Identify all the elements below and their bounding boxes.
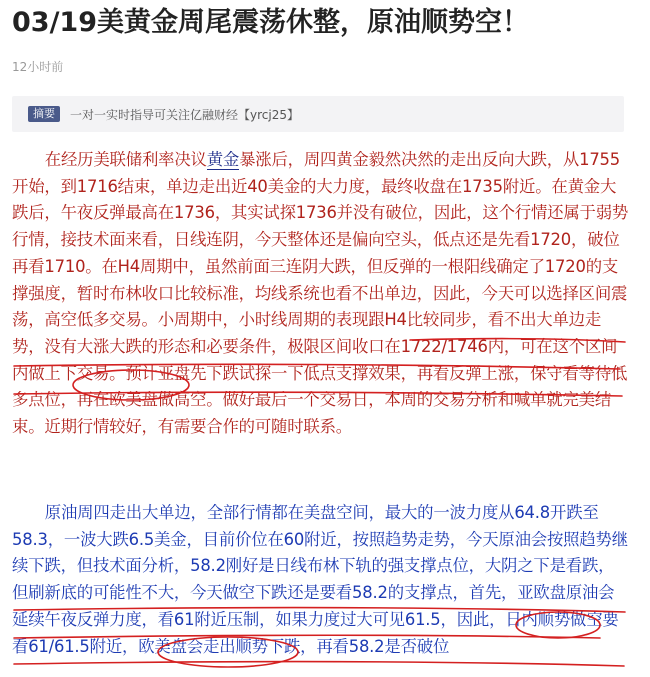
article-title: 03/19美黄金周尾震荡休整，原油顺势空！ — [12, 7, 530, 38]
publish-time: 12小时前 — [12, 60, 64, 74]
summary-badge: 摘要 — [28, 106, 60, 122]
paragraph-oil: 原油周四走出大单边，全部行情都在美盘空间，最大的一波力度从64.8开跌至58.3，一波大跌6.5美金，目前价位在60附近，按照趋势走势，今天原油会按照趋势继续下跌，但技术面分析，58.2刚好是日线布林下轨的强支撑点位，大阴之下是看跌，但刷新底的可能性不大，今天做空下跌还是要看58.2的支撑点，首先，亚欧盘原油会延续午夜反弹力度，看61附近压制，如果力度过大可见61.5，因此，日内顺势做空要看61/61.5附近，欧美盘会走出顺势下跌，再看58.2是否破位 — [12, 503, 628, 656]
paragraph-gold-text-rest: 暴涨后，周四黄金毅然决然的走出反向大跌，从1755开始，到1716结束，单边走出近40美金的大力度，最终收盘在1735附近。在黄金大跌后，午夜反弹最高在1736，其实试探1736并没有破位，因此，这个行情还属于弱势行情，接技术面来看，日线连阴，今天整体还是偏向空头，低点还是先看1720，破位再看1710。在H4周期中，虽然前面三连阴大跌，但反弹的一根阳线确定了1720的支撑强度，暂时布林收口比较标准，均线系统也看不出单边，因此，今天可以选择区间震荡，高空低多交易。小周期中，小时线周期的表现跟H4比较同步，看不出大单边走势，没有大涨大跌的形态和必要条件，极限区间收口在1722/1746内，可在这个区间内做上下交易。预计亚盘先下跌试探一下低点支撑效果，再看反弹上涨，保守看等待低多点位，再在欧美盘做高空。做好最后一个交易日，本周的交易分析和喊单就完美结束。近期行情较好，有需要合作的可随时联系。 — [12, 150, 629, 437]
gold-keyword-link[interactable]: 黄金 — [206, 150, 240, 169]
annotation-underline-6 — [14, 662, 624, 666]
summary-box — [12, 96, 624, 132]
summary-text: 一对一实时指导可关注亿融财经【yrcj25】 — [70, 107, 299, 122]
paragraph-gold — [12, 147, 630, 441]
paragraph-gold-text-start: 在经历美联储利率决议 — [44, 150, 207, 169]
